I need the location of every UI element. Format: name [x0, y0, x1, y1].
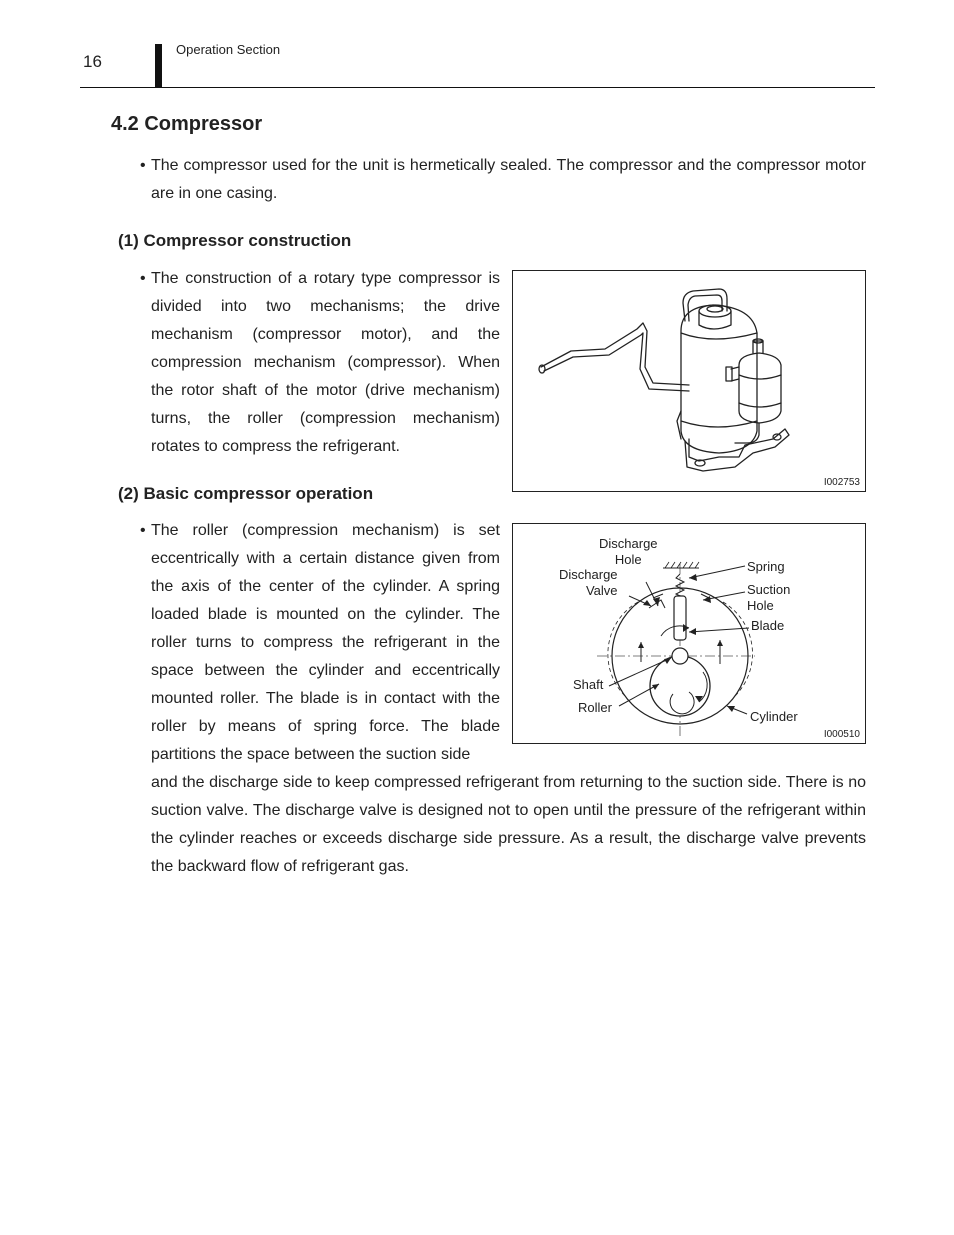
figure-id: I000510	[823, 729, 860, 740]
operation-figure	[512, 523, 866, 744]
label-spring: Spring	[747, 559, 785, 574]
cylinder-diagram	[513, 524, 867, 745]
label-cylinder: Cylinder	[750, 709, 798, 724]
label-shaft: Shaft	[573, 677, 604, 692]
page-number: 16	[83, 52, 102, 71]
intro-paragraph: The compressor used for the unit is hermetically sealed. The compressor and the compressor motor are in one casing.	[151, 157, 866, 202]
header-section-title: Operation Section	[176, 42, 281, 57]
header-rule	[80, 87, 875, 88]
operation-paragraph-part2: and the discharge side to keep compressed refrigerant from returning to the suction side. There is no suction valve. The discharge valve is designed not to open until the pressure of the refrigerant within the cylinder reaches or exceeds discharge side pressure. As a result, the discharge valve prevents the backward flow of refrigerant gas.	[151, 774, 866, 875]
label-discharge-valve: Discharge Valve	[559, 567, 618, 598]
construction-title: (1) Compressor construction	[118, 231, 352, 250]
section-title: 4.2 Compressor	[111, 113, 263, 135]
label-discharge-hole: Discharge Hole	[599, 536, 658, 567]
compressor-figure	[512, 270, 866, 492]
operation-paragraph-part1: The roller (compression mechanism) is set eccentrically with a certain distance given from the axis of the center of the cylinder. A spring loaded blade is mounted on the cylinder. The roller turns to compress the refrigerant in the space between the cylinder and eccentrically mounted roller. The blade is in contact with the roller by means of spring force. The blade partitions the space between the suction side	[151, 522, 500, 763]
operation-title: (2) Basic compressor operation	[118, 484, 374, 503]
label-roller: Roller	[578, 700, 612, 715]
figure-id: I002753	[823, 477, 860, 488]
compressor-illustration	[513, 271, 867, 493]
header-bar	[155, 44, 162, 88]
bullet: •	[140, 270, 146, 287]
label-blade: Blade	[751, 618, 785, 633]
label-suction-hole: Suction Hole	[747, 582, 791, 613]
construction-paragraph: The construction of a rotary type compressor is divided into two mechanisms; the drive mechanism (compressor motor), and the compression mechanism (compressor). When the rotor shaft of the motor (drive mechanism) turns, the roller (compression mechanism) rotates to compress the refrigerant.	[151, 270, 500, 455]
bullet: •	[140, 157, 146, 174]
bullet: •	[140, 522, 146, 539]
